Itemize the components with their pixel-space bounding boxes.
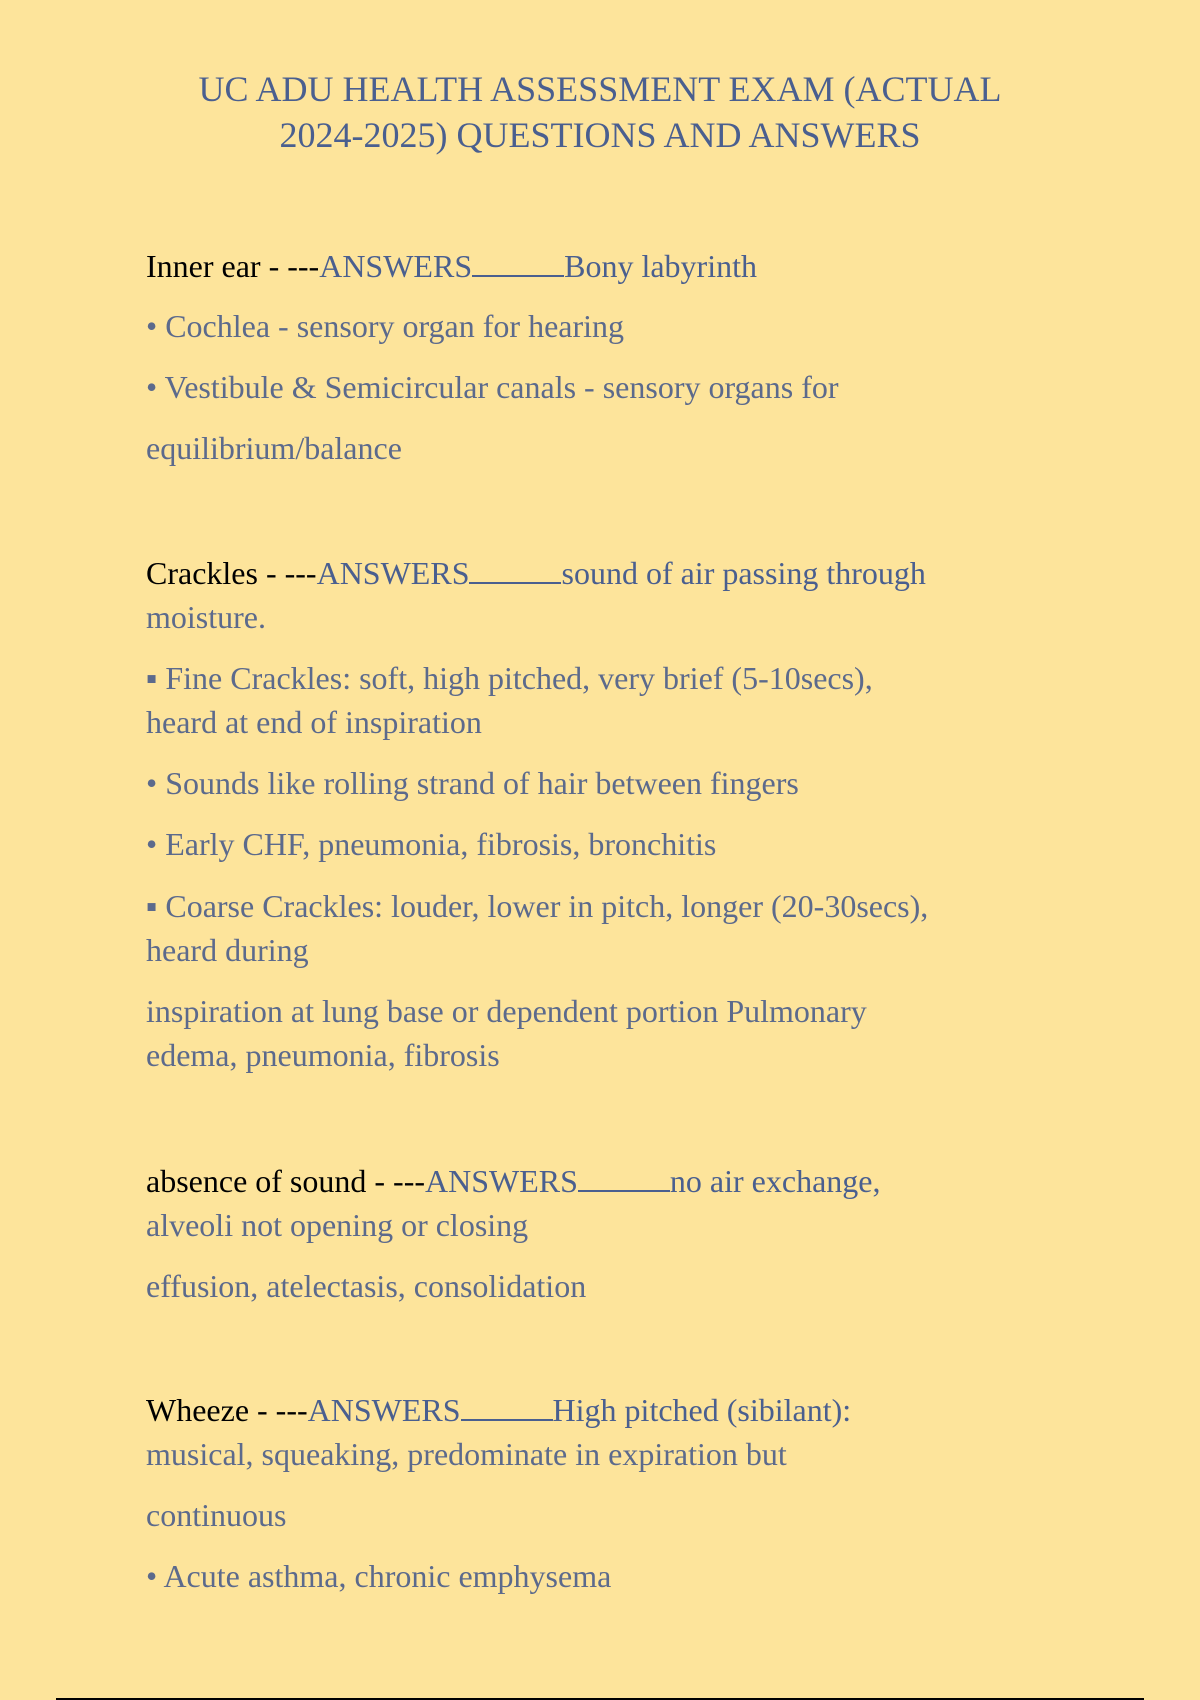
answer-blank (472, 249, 564, 277)
question-term: Crackles - --- (146, 555, 317, 591)
answer-line: • Early CHF, pneumonia, fibrosis, bronchitis (146, 826, 717, 862)
answers-label: ANSWERS (307, 1392, 461, 1428)
answer-line: equilibrium/balance (146, 430, 402, 466)
answer-text: sound of air passing through (561, 555, 926, 591)
answer-line: • Cochlea - sensory organ for hearing (146, 308, 625, 344)
title-line-1: UC ADU HEALTH ASSESSMENT EXAM (ACTUAL (198, 69, 1002, 109)
answer-text: no air exchange, (669, 1163, 881, 1199)
question-heading-crackles (146, 551, 926, 595)
answer-line: heard during (146, 932, 309, 968)
answers-label: ANSWERS (425, 1163, 578, 1199)
document-title (100, 66, 1100, 158)
answer-line: moisture. (146, 599, 266, 635)
question-term: Wheeze - --- (146, 1392, 308, 1428)
question-term: absence of sound - --- (146, 1163, 425, 1199)
answer-line: • Vestibule & Semicircular canals - sensory organs for (146, 369, 839, 405)
answer-line: alveoli not opening or closing (146, 1207, 529, 1243)
answers-label: ANSWERS (316, 555, 470, 591)
title-line-2: 2024-2025) QUESTIONS AND ANSWERS (279, 115, 921, 155)
answer-line: continuous (146, 1497, 287, 1533)
question-term: Inner ear - --- (146, 248, 320, 284)
answer-blank (461, 1393, 553, 1421)
question-heading-absence-of-sound (146, 1159, 880, 1203)
answer-line: heard at end of inspiration (146, 704, 482, 740)
answer-blank (469, 556, 561, 584)
answer-blank (578, 1164, 670, 1192)
answer-text: High pitched (sibilant): (552, 1392, 852, 1428)
answer-line: • Acute asthma, chronic emphysema (146, 1558, 612, 1594)
answer-line: musical, squeaking, predominate in expiration but (146, 1436, 787, 1472)
answer-line: edema, pneumonia, fibrosis (146, 1037, 500, 1073)
answer-line: effusion, atelectasis, consolidation (146, 1268, 587, 1304)
question-heading-wheeze (146, 1388, 851, 1432)
question-heading-inner-ear (146, 244, 757, 288)
answer-line: ▪ Fine Crackles: soft, high pitched, very brief (5-10secs), (146, 660, 873, 696)
answer-line: • Sounds like rolling strand of hair between fingers (146, 765, 799, 801)
answer-line: ▪ Coarse Crackles: louder, lower in pitch, longer (20-30secs), (146, 888, 929, 924)
answer-line: inspiration at lung base or dependent portion Pulmonary (146, 993, 867, 1029)
answer-text: Bony labyrinth (564, 248, 757, 284)
answers-label: ANSWERS (319, 248, 473, 284)
